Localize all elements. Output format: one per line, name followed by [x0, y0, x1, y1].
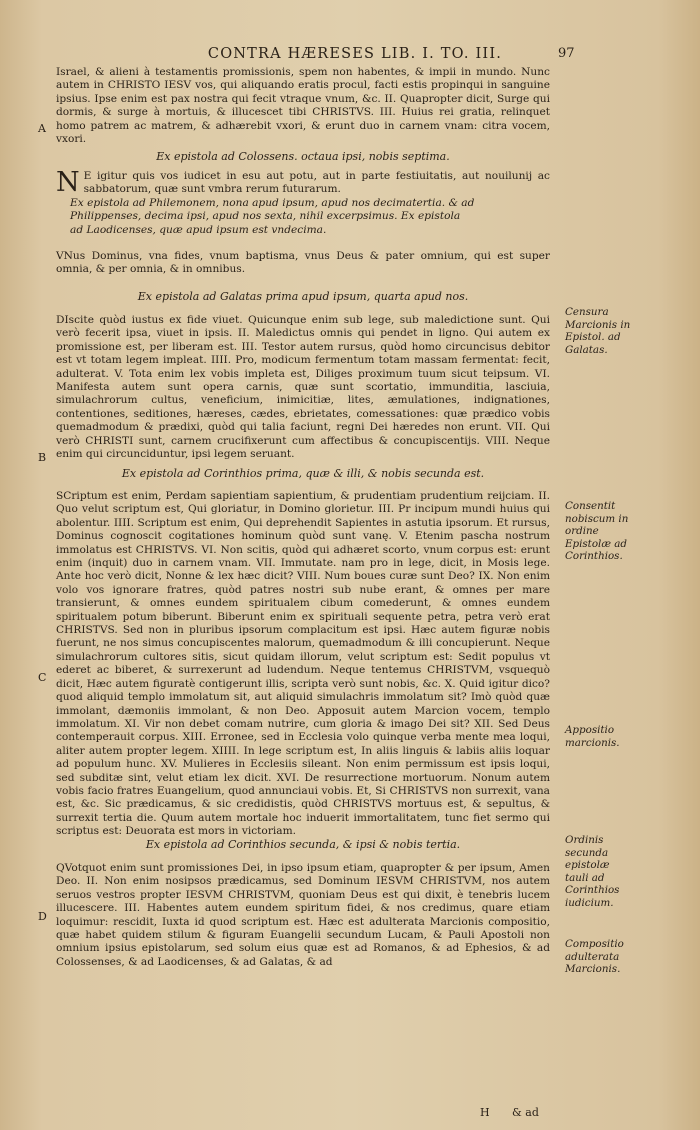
corinthians-1-text: SCriptum est enim, Perdam sapientiam sapientium, & prudentiam prudentium reijciam. II. Quo velut scriptum est, Qui gloriatur, in Domino glorietur. III. Pr incipum mundi huius qui abolentur. IIII. Scriptum est enim, Qui deprehendit Sapientes in astutia ipsorum. Et rursus, Dominus cognoscit cogitationes hominum quòd sunt vanę. V. Etenim pascha nostrum immolatus est CHRISTVS. VI. Non scitis, quòd qui adhæret scorto, vnum corpus est: erunt enim (inquit) duo in carnem vnam. VII. Immutate. nam pro in lege, dicit, in Mosis lege. Ante hoc verò dicit, Nonne & lex hæc dicit? VIII. Num boues curæ sunt Deo? IX. Non enim volo vos ignorare fratres, quòd patres nostri sub nube erant, & omnes per mare transierunt, & omnes eundem spiritualem cibum comederunt, & omnes eundem spiritualem potum biberunt. Biberunt enim ex spirituali sequente petra, petra verò erat CHRISTVS. Sed non in pluribus ipsorum complacitum est ipsi. Hæc autem figuræ nobis fuerunt, ne nos simus concupiscentes malorum, quemadmodum & illi concupierunt. Neque simulachrorum cultores sitis, sicut quidam illorum, velut scriptum est: Sedit populus vt ederet ac biberet, & surrexerunt ad ludendum. Neque tentemus CHRISTVM, vsquequò dicit, Hæc autem figuratè contigerunt illis, scripta verò sunt nobis, &c. X. Quid igitur dico? quod aliquid templo immolatum sit, aut aliquid simulachris immolatum sit? Imò quòd quæ immolant, dæmoniis immolant, & non Deo. Apposuit autem Marcion vocem, templo immolatum. XI. Vir non debet comam nutrire, cum gloria & imago Dei sit? XII. Sed Deus contemperauit corpus. XIII. Erronee, sed in Ecclesia volo quinque verba mente mea loqui, aliter autem propter legem. XIIII. In lege scriptum est, In aliis linguis & labiis aliis loquar ad populum hunc. XV. Mulieres in Ecclesiis sileant. Non enim permissum est ipsis loqui, sed subditæ sint, velut etiam lex dicit. XVI. De resurrectione mortuorum. Nonum autem vobis facio fratres Euangelium, quod annunciaui vobis. Et, Si CHRISTVS non surrexit, vana est, &c. Sic prædicamus, & sic credidistis, quòd CHRISTVS mortuus est, & sepultus, & surrexit tertia die. Quum autem mortale hoc induerit immortalitatem, tunc fiet sermo qui scriptus est: Deuorata est mors in victoriam.: [56, 490, 550, 838]
page-number: 97: [558, 46, 575, 61]
philemon-note-2: Philippenses, decima ipsi, apud nos sexta, nihil excerpsimus. Ex epistola: [70, 210, 461, 223]
heading-galatians: Ex epistola ad Galatas prima apud ipsum, quarta apud nos.: [137, 290, 469, 303]
philemon-note-1: Ex epistola ad Philemonem, nona apud ipsum, apud nos decimatertia. & ad: [70, 196, 475, 209]
margin-letter-d: D: [38, 910, 47, 923]
catchword: & ad: [512, 1106, 539, 1119]
corinthians-2-text: QVotquot enim sunt promissiones Dei, in ipso ipsum etiam, quapropter & per ipsum, Amen Deo. II. Non enim nosipsos prædicamus, sed Dominum IESVM CHRISTVM, nos autem seruos vestros propter IESVM CHRISTVM, quoniam Deus est qui dixit, è tenebris lucem illucescere. III. Habentes autem eundem spiritum fidei, & nos credimus, quare etiam loquimur: rescidit, Iuxta id quod scriptum est. Hæc est adulterata Marcionis compositio, quæ habet quidem stilum & figuram Euangelii secundum Lucam, & Pauli Apostoli non omnium ipsius epistolarum, sed solum eius quæ est ad Romanos, & ad Ephesios, & ad Colossenses, & ad Laodicenses, & ad Galatas, & ad: [56, 862, 550, 968]
heading-colossians: Ex epistola ad Colossens. octaua ipsi, nobis septima.: [156, 150, 450, 163]
galatians-text: DIscite quòd iustus ex fide viuet. Quicunque enim sub lege, sub maledictione sunt. Qui verò fecerit ipsa, viuet in ipsis. II. Maledictus omnis qui pendet in ligno. Qui autem ex promissione est, per liberam est. III. Testor autem rursus, quòd homo circuncisus debitor est vt totam legem impleat. IIII. Pro, modicum fermentum totam massam fermentat: fecit, adulterat. V. Tota enim lex vobis impleta est, Diliges proximum tuum sicut teipsum. VI. Manifesta autem sunt opera carnis, quæ sunt scortatio, immunditia, lasciuia, simulachrorum cultus, veneficium, inimicitiæ, lites, æmulationes, indignationes, contentiones, seditiones, hæreses, cædes, ebrietates, comessationes: quæ prædico vobis quemadmodum & prædixi, quòd qui talia faciunt, regni Dei hæredes non erunt. VII. Qui verò CHRISTI sunt, carnem crucifixerunt cum affectibus & concupiscentijs. VIII. Neque enim qui circunciduntur, ipsi legem seruant.: [56, 314, 550, 461]
marginal-note-appositio: Appositio marcionis.: [565, 724, 620, 749]
margin-letter-c: C: [38, 671, 47, 684]
laodicenses-text: VNus Dominus, vna fides, vnum baptisma, vnus Deus & pater omnium, qui est super omnia, & per omnia, & in omnibus.: [56, 250, 550, 276]
colossians-body: E igitur quis vos iudicet in esu aut potu, aut in parte festiuitatis, aut nouilunij ac sabbatorum, quæ sunt vmbra rerum futurarum.: [83, 170, 550, 196]
marginal-note-second-epistle: Ordinis secunda epistolæ tauli ad Corinthios iudicium.: [565, 834, 620, 909]
signature-mark: H: [480, 1106, 490, 1119]
drop-initial-n: N: [56, 167, 80, 198]
top-paragraph: Israel, & alieni à testamentis promissionis, spem non habentes, & impii in mundo. Nunc autem in CHRISTO IESV vos, qui aliquando eratis procul, facti estis propinqui in sanguine ipsius. Ipse enim est pax nostra qui fecit vtraque vnum, &c. II. Quapropter dicit, Surge qui dormis, & surge à mortuis, & illucescet tibi CHRISTVS. III. Huius rei gratia, relinquet homo patrem ac matrem, & adhærebit vxori, & erunt duo in carnem vnam: citra vocem, vxori.: [56, 66, 550, 146]
running-title: CONTRA HÆRESES LIB. I. TO. III.: [207, 46, 503, 62]
margin-letter-a: A: [38, 122, 46, 135]
marginal-note-order: Consentit nobiscum in ordine Epistolæ ad Corinthios.: [565, 500, 629, 563]
heading-corinthians-1: Ex epistola ad Corinthios prima, quæ & illi, & nobis secunda est.: [121, 467, 485, 480]
margin-letter-b: B: [38, 451, 47, 464]
colossians-text: [56, 167, 550, 237]
marginal-note-compositio: Compositio adulterata Marcionis.: [565, 938, 624, 976]
marginal-note-galatians: Censura Marcionis in Epistol. ad Galatas.: [565, 306, 631, 356]
philemon-note-3: ad Laodicenses, quæ apud ipsum est vndecima.: [70, 223, 327, 236]
heading-corinthians-2: Ex epistola ad Corinthios secunda, & ipsi & nobis tertia.: [145, 838, 461, 851]
